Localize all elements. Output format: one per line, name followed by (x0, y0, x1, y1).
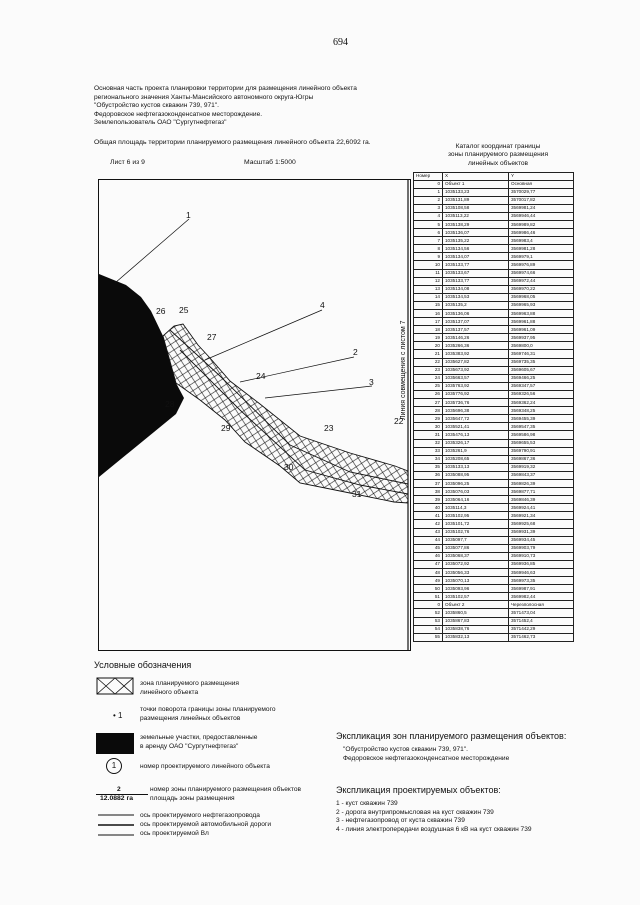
point-label: 28 (165, 399, 175, 409)
table-row (414, 520, 574, 528)
cell-number: 2 (414, 196, 443, 204)
point-label: 31 (352, 489, 362, 499)
cell-number: 15 (414, 301, 443, 309)
cell-y: 3569963,88 (509, 310, 574, 318)
cell-y: 3569979,1 (509, 253, 574, 261)
table-row (414, 188, 574, 196)
cell-number: 43 (414, 528, 443, 536)
cell-y: 3569903,79 (509, 544, 574, 552)
coordinate-catalog-table (413, 172, 574, 642)
cell-x: 1035102,76 (443, 528, 509, 536)
cell-y: 3570029,77 (509, 188, 574, 196)
cell-y: 3569586,98 (509, 431, 574, 439)
cell-x: 1035736,76 (443, 399, 509, 407)
cell-y: 3569973,35 (509, 577, 574, 585)
cell-y: 3571442,29 (509, 625, 574, 633)
cell-x: 1035088,95 (443, 471, 509, 479)
cell-y: 3569455,39 (509, 415, 574, 423)
explication-objects-list (336, 800, 532, 834)
cell-x: 1035102,57 (443, 593, 509, 601)
cell-x: 1035137,57 (443, 326, 509, 334)
table-row (414, 585, 574, 593)
table-row (414, 301, 574, 309)
cell-number: 46 (414, 552, 443, 560)
table-row (414, 415, 574, 423)
cell-y: 3569921,34 (509, 512, 574, 520)
table-row (414, 609, 574, 617)
area-note: Общая площадь территории планируемого размещения линейного объекта 22,6092 га. (94, 139, 371, 146)
cell-y: 3569987,91 (509, 585, 574, 593)
cell-x: 1035133,67 (443, 269, 509, 277)
cell-y: 3571473,04 (509, 609, 574, 617)
table-row (414, 180, 574, 188)
cell-x: 1035663,57 (443, 374, 509, 382)
legend-fraction-line (96, 794, 148, 795)
cell-y: 3569989,82 (509, 220, 574, 228)
cell-x: 1035097,7 (443, 536, 509, 544)
cell-y: 3569910,73 (509, 552, 574, 560)
catalog-title-line: зоны планируемого размещения (447, 151, 549, 159)
explication-objects-item: 3 - нефтегазопровод от куста скважин 739 (336, 817, 465, 825)
page-number: 694 (333, 37, 348, 48)
cell-number: 55 (414, 633, 443, 641)
cell-y: 3569790,91 (509, 447, 574, 455)
cell-x: 1035134,53 (443, 293, 509, 301)
table-row (414, 512, 574, 520)
explication-objects-item: 1 - куст скважин 739 (336, 800, 398, 807)
table-row (414, 253, 574, 261)
cell-number: 31 (414, 431, 443, 439)
cell-x: 1035261,9 (443, 447, 509, 455)
table-row (414, 496, 574, 504)
cell-x: 1035134,07 (443, 253, 509, 261)
cell-number: 11 (414, 269, 443, 277)
cell-y: 3570017,82 (509, 196, 574, 204)
table-row (414, 399, 574, 407)
cell-y: 3569937,95 (509, 334, 574, 342)
cell-y: 3569946,63 (509, 569, 574, 577)
cell-x: 1035326,17 (443, 439, 509, 447)
legend-leased-land-symbol (96, 733, 134, 754)
table-row (414, 318, 574, 326)
explication-objects-item: 2 - дорога внутрипромысловая на куст скважин 739 (336, 808, 494, 816)
cell-x: 1035138,29 (443, 220, 509, 228)
cell-number: 47 (414, 560, 443, 568)
cell-y: 3569924,41 (509, 504, 574, 512)
cell-x: 1035136,06 (443, 310, 509, 318)
legend-axis-pipeline-text: ось проектируемого нефтегазопровода (140, 812, 260, 819)
table-row (414, 382, 574, 390)
cell-x: 1035137,07 (443, 318, 509, 326)
cell-y: 3569976,89 (509, 261, 574, 269)
cell-y: 3569965,93 (509, 301, 574, 309)
table-row (414, 342, 574, 350)
cell-y: 3569362,24 (509, 399, 574, 407)
table-row (414, 277, 574, 285)
cell-number: 24 (414, 374, 443, 382)
cell-y: Основная (509, 180, 574, 188)
table-row (414, 285, 574, 293)
object-label: 4 (320, 300, 325, 310)
cell-number: 14 (414, 293, 443, 301)
cell-y: 3569936,85 (509, 560, 574, 568)
cell-number: 18 (414, 326, 443, 334)
cell-number: 21 (414, 350, 443, 358)
cell-y: 3569974,66 (509, 269, 574, 277)
cell-y: 3569846,39 (509, 496, 574, 504)
cell-x: 1035108,58 (443, 204, 509, 212)
leader-line (205, 310, 322, 360)
cell-x: 1035113,22 (443, 212, 509, 220)
cell-number: 7 (414, 237, 443, 245)
cell-y: 3569981,24 (509, 204, 574, 212)
cell-number: 37 (414, 479, 443, 487)
table-row (414, 261, 574, 269)
cell-x: 1035070,13 (443, 577, 509, 585)
point-label: 23 (324, 423, 334, 433)
cell-number: 6 (414, 229, 443, 237)
table-row (414, 269, 574, 277)
cell-x: 1035133,13 (443, 463, 509, 471)
table-row (414, 601, 574, 609)
cell-number: 17 (414, 318, 443, 326)
legend-zone-number-symbol: 2 (117, 786, 121, 793)
table-row (414, 431, 574, 439)
cell-number: 30 (414, 423, 443, 431)
cell-y: 3569655,53 (509, 439, 574, 447)
explication-zones-line: Федоровское нефтегазоконденсатное месторождение (343, 754, 510, 762)
cell-y: 3571462,73 (509, 633, 574, 641)
table-row (414, 633, 574, 641)
cell-y: 3569925,68 (509, 520, 574, 528)
cell-number: 54 (414, 625, 443, 633)
cell-number: 16 (414, 310, 443, 318)
table-row (414, 229, 574, 237)
cell-x: 1035763,92 (443, 382, 509, 390)
cell-y: 3569972,44 (509, 277, 574, 285)
table-row (414, 569, 574, 577)
cell-x: 1035860,5 (443, 609, 509, 617)
cell-y: 3569981,28 (509, 245, 574, 253)
cell-number: 45 (414, 544, 443, 552)
table-row (414, 439, 574, 447)
cell-number: 13 (414, 285, 443, 293)
legend-axis-symbols (96, 810, 136, 840)
cell-y: 3569970,22 (509, 285, 574, 293)
cell-x: 1035476,13 (443, 431, 509, 439)
scale-label: Масштаб 1:5000 (244, 159, 296, 166)
table-row (414, 407, 574, 415)
cell-x: 1035383,92 (443, 350, 509, 358)
cell-x: 1035521,41 (443, 423, 509, 431)
table-row (414, 293, 574, 301)
cell-x: 1035133,77 (443, 261, 509, 269)
cell-y: 3569961,88 (509, 318, 574, 326)
leader-line (115, 219, 189, 283)
cell-y: 3569986,46 (509, 229, 574, 237)
table-row (414, 390, 574, 398)
cell-y: 3569961,09 (509, 326, 574, 334)
object-label: 1 (186, 210, 191, 220)
header-block (94, 85, 357, 128)
cell-number: 41 (414, 512, 443, 520)
cell-number: 22 (414, 358, 443, 366)
cell-x: 1035131,89 (443, 196, 509, 204)
table-row (414, 528, 574, 536)
cell-x: 1035832,13 (443, 633, 509, 641)
cell-y: 3569800,0 (509, 342, 574, 350)
cell-x: 1035627,82 (443, 358, 509, 366)
explication-objects-item: 4 - линия электропередачи воздушная 6 кВ на куст скважин 739 (336, 825, 532, 833)
table-row (414, 245, 574, 253)
cell-x: 1035136,07 (443, 229, 509, 237)
legend-zone-area-symbol: 12.0882 га (100, 795, 134, 802)
catalog-title (417, 143, 579, 168)
table-row (414, 447, 574, 455)
legend-leased-land-text: земельные участки, предоставленные в аренду ОАО "Сургутнефтегаз" (140, 734, 258, 750)
cell-y: 3569348,25 (509, 407, 574, 415)
object-label: 3 (369, 377, 374, 387)
cell-number: 35 (414, 463, 443, 471)
cell-x: 1035134,56 (443, 245, 509, 253)
cell-number: 12 (414, 277, 443, 285)
table-row (414, 366, 574, 374)
table-row (414, 350, 574, 358)
cell-y: 3569746,31 (509, 350, 574, 358)
cell-number: 28 (414, 407, 443, 415)
explication-zones-title: Экспликация зон планируемого размещения объектов: (336, 731, 567, 741)
cell-x: 1035133,77 (443, 277, 509, 285)
table-row (414, 536, 574, 544)
cell-y: 3569466,25 (509, 374, 574, 382)
point-label: 30 (284, 462, 294, 472)
table-row (414, 617, 574, 625)
cell-number: 40 (414, 504, 443, 512)
cell-y: 3569931,39 (509, 528, 574, 536)
cell-number: 25 (414, 382, 443, 390)
cell-number: 3 (414, 204, 443, 212)
point-label: 24 (256, 371, 266, 381)
table-row (414, 212, 574, 220)
table-row (414, 310, 574, 318)
header-line: Землепользователь ОАО "Сургутнефтегаз" (94, 119, 227, 127)
cell-y: Черезполосная (509, 601, 574, 609)
cell-y: 3569735,35 (509, 358, 574, 366)
cell-y: 3569968,05 (509, 293, 574, 301)
table-row (414, 423, 574, 431)
legend-object-number-symbol: 1 (106, 758, 122, 774)
cell-number: 1 (414, 188, 443, 196)
cell-number: 0 (414, 180, 443, 188)
legend-turn-point-symbol: • 1 (113, 711, 123, 720)
match-line-label: Линия совмещения с листом 7 (400, 320, 407, 420)
cell-number: 9 (414, 253, 443, 261)
cell-y: 3569982,44 (509, 593, 574, 601)
cell-x: 1035208,65 (443, 455, 509, 463)
header-line: регионального значения Ханты-Мансийского автономного округа-Югры (94, 93, 314, 101)
explication-zones-line: "Обустройство кустов скважин 739, 971". (343, 746, 469, 753)
cell-number: 10 (414, 261, 443, 269)
header-line: Основная часть проекта планировки территории для размещения линейного объекта (94, 85, 357, 92)
cell-number: 32 (414, 439, 443, 447)
cell-x: 1035056,33 (443, 569, 509, 577)
table-row (414, 358, 574, 366)
table-row (414, 488, 574, 496)
table-row (414, 196, 574, 204)
legend-turn-points-text: точки поворота границы зоны планируемого размещения линейных объектов (140, 706, 276, 722)
legend-zone-area-text: площадь зоны размещения (150, 795, 235, 802)
table-row (414, 463, 574, 471)
leader-line (265, 386, 372, 398)
table-row (414, 593, 574, 601)
cell-y: 3569934,45 (509, 536, 574, 544)
table-row (414, 544, 574, 552)
point-label: 25 (179, 305, 189, 315)
cell-x: 1035838,76 (443, 625, 509, 633)
table-header-row (414, 173, 574, 181)
cell-x: 1035133,23 (443, 188, 509, 196)
cell-y: 3569983,4 (509, 237, 574, 245)
cell-x: 1035101,72 (443, 520, 509, 528)
cell-x: Объект 1 (443, 180, 509, 188)
plan-map (96, 176, 411, 654)
table-row (414, 504, 574, 512)
column-header-number: Номер (414, 173, 443, 181)
explication-zones-lines (343, 746, 509, 763)
cell-x: 1035647,72 (443, 415, 509, 423)
cell-x: 1035068,37 (443, 552, 509, 560)
point-label: 26 (156, 306, 166, 316)
cell-number: 44 (414, 536, 443, 544)
table-row (414, 552, 574, 560)
cell-x: Объект 2 (443, 601, 509, 609)
legend-turn-point-number: 1 (118, 711, 123, 720)
cell-x: 1035146,26 (443, 334, 509, 342)
table-row (414, 237, 574, 245)
cell-number: 19 (414, 334, 443, 342)
catalog-title-line: линейных объектов (467, 159, 529, 167)
table-row (414, 577, 574, 585)
cell-y: 3569547,35 (509, 423, 574, 431)
object-label: 2 (353, 347, 358, 357)
cell-x: 1035266,36 (443, 342, 509, 350)
cell-y: 3569867,36 (509, 455, 574, 463)
header-line: Федоровское нефтегазоконденсатное месторождение. (94, 110, 263, 118)
cell-y: 3569605,67 (509, 366, 574, 374)
cell-x: 1035072,92 (443, 560, 509, 568)
legend-title: Условные обозначения (94, 660, 192, 670)
cell-number: 48 (414, 569, 443, 577)
cell-y: 3571452,4 (509, 617, 574, 625)
explication-objects-title: Экспликация проектируемых объектов: (336, 785, 501, 795)
cell-x: 1035134,08 (443, 285, 509, 293)
cell-x: 1035135,22 (443, 237, 509, 245)
table-row (414, 326, 574, 334)
cell-number: 53 (414, 617, 443, 625)
cell-number: 42 (414, 520, 443, 528)
header-line: "Обустройство кустов скважин 739, 971". (94, 102, 220, 110)
cell-number: 51 (414, 593, 443, 601)
cell-number: 33 (414, 447, 443, 455)
cell-x: 1035867,83 (443, 617, 509, 625)
legend-axis-power-text: ось проектируемой Вл (140, 830, 209, 837)
point-label: 22 (394, 416, 404, 426)
cell-y: 3569919,32 (509, 463, 574, 471)
cell-y: 3569326,56 (509, 390, 574, 398)
point-label: 27 (207, 332, 217, 342)
cell-y: 3569826,39 (509, 479, 574, 487)
point-label: 29 (221, 423, 231, 433)
cell-x: 1035673,92 (443, 366, 509, 374)
cell-x: 1035064,16 (443, 496, 509, 504)
cell-number: 34 (414, 455, 443, 463)
table-row (414, 560, 574, 568)
table-row (414, 625, 574, 633)
sheet-label: Лист 6 из 9 (110, 159, 145, 166)
cell-number: 4 (414, 212, 443, 220)
cell-number: 26 (414, 390, 443, 398)
table-row (414, 334, 574, 342)
cell-number: 20 (414, 342, 443, 350)
cell-x: 1035096,25 (443, 479, 509, 487)
cell-y: 3569347,57 (509, 382, 574, 390)
column-header-x: X (443, 173, 509, 181)
cell-x: 1035093,96 (443, 585, 509, 593)
cell-x: 1035077,86 (443, 544, 509, 552)
cell-x: 1035135,2 (443, 301, 509, 309)
cell-number: 23 (414, 366, 443, 374)
cell-x: 1035696,38 (443, 407, 509, 415)
cell-x: 1035114,3 (443, 504, 509, 512)
cell-y: 3569877,71 (509, 488, 574, 496)
cell-number: 5 (414, 220, 443, 228)
column-header-y: Y (509, 173, 574, 181)
cell-y: 3569946,44 (509, 212, 574, 220)
catalog-title-line: Каталог координат границы (455, 143, 541, 150)
legend-object-number-text: номер проектируемого линейного объекта (140, 763, 270, 770)
cell-number: 0 (414, 601, 443, 609)
table-row (414, 455, 574, 463)
leased-land-area (99, 274, 184, 477)
cell-number: 39 (414, 496, 443, 504)
cell-x: 1035102,95 (443, 512, 509, 520)
cell-number: 27 (414, 399, 443, 407)
cell-x: 1035076,03 (443, 488, 509, 496)
table-row (414, 220, 574, 228)
cell-number: 36 (414, 471, 443, 479)
table-row (414, 479, 574, 487)
table-row (414, 374, 574, 382)
table-row (414, 204, 574, 212)
legend-zone-symbol (96, 677, 134, 695)
cell-number: 52 (414, 609, 443, 617)
cell-number: 29 (414, 415, 443, 423)
cell-x: 1035776,92 (443, 390, 509, 398)
table-row (414, 471, 574, 479)
legend-zone-text: зона планируемого размещения линейного объекта (140, 680, 240, 696)
legend-zone-number-text: номер зоны планируемого размещения объектов (150, 786, 302, 793)
cell-number: 49 (414, 577, 443, 585)
cell-number: 50 (414, 585, 443, 593)
legend-axis-road-text: ось проектируемой автомобильной дороги (140, 821, 272, 828)
cell-number: 38 (414, 488, 443, 496)
cell-y: 3569843,37 (509, 471, 574, 479)
cell-number: 8 (414, 245, 443, 253)
